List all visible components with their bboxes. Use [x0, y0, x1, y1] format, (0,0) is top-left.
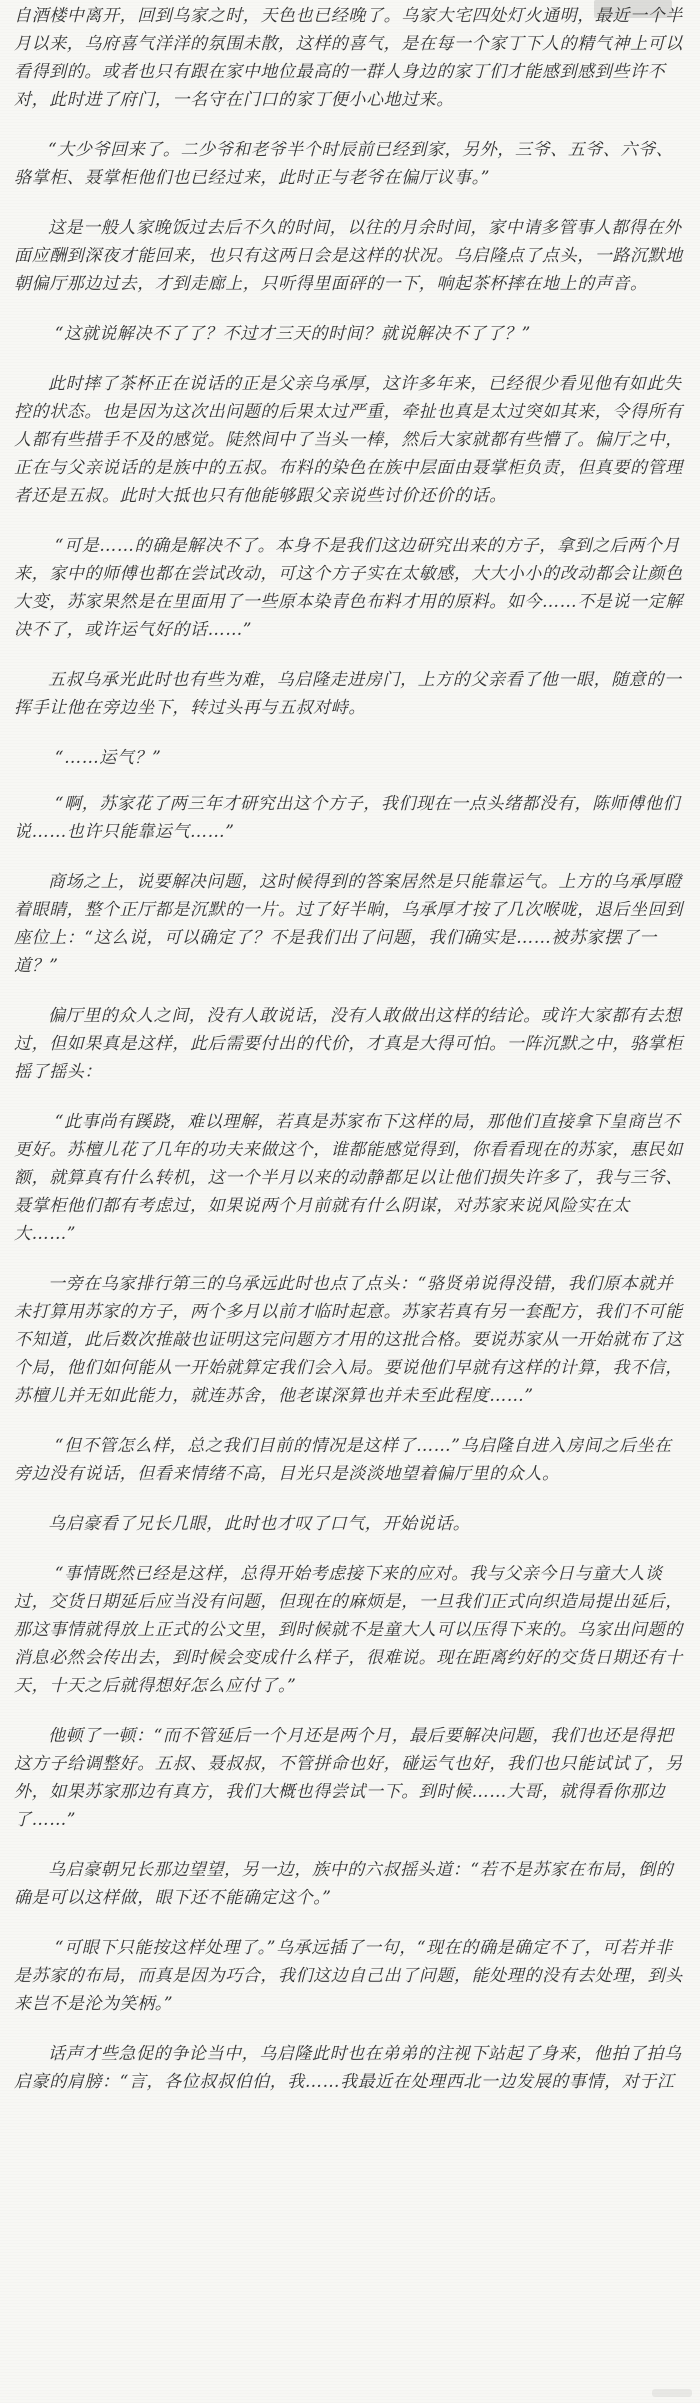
scan-mark: [652, 2389, 692, 2397]
paragraph: “……运气？”: [54, 748, 162, 768]
paragraph: 此时摔了茶杯正在说话的正是父亲乌承厚，这许多年来，已经很少看见他有如此失控的状态。也是因为这次出问题的后果太过严重，牵扯也真是太过突如其来，令得所有人都有些措手不及的感觉。陡然间中了当头一棒，然后大家就都有些懵了。偏厅之中，正在与父亲说话的是族中的五叔。布料的染色在族中层面由聂掌柜负责，但真要的管理者还是五叔。此时大抵也只有他能够跟父亲说些讨价还价的话。: [14, 374, 683, 506]
paragraph: 乌启豪朝兄长那边望望，另一边，族中的六叔摇头道：“若不是苏家在布局，倒的确是可以这样做，眼下还不能确定这个。”: [14, 1860, 674, 1908]
paragraph: “可眼下只能按这样处理了。”乌承远插了一句，“现在的确是确定不了，可若并非是苏家的布局，而真是因为巧合，我们这边自己出了问题，能处理的没有去处理，到头来岂不是沦为笑柄。”: [14, 1938, 683, 2014]
paragraph: 商场之上，说要解决问题，这时候得到的答案居然是只能靠运气。上方的乌承厚瞪着眼睛，整个正厅都是沉默的一片。过了好半晌，乌承厚才按了几次喉咙，退后坐回到座位上：“这么说，可以确定了？不是我们出了问题，我们确实是……被苏家摆了一道？”: [14, 872, 683, 976]
paragraph: 他顿了一顿：“而不管延后一个月还是两个月，最后要解决问题，我们也还是得把这方子给调整好。五叔、聂叔叔，不管拼命也好，碰运气也好，我们也只能试试了，另外，如果苏家那边有真方，我们大概也得尝试一下。到时候……大哥，就得看你那边了……”: [14, 1726, 683, 1830]
paragraph: “啊，苏家花了两三年才研究出这个方子，我们现在一点头绪都没有，陈师傅他们说……也许只能靠运气……”: [14, 794, 681, 842]
paragraph: 乌启豪看了兄长几眼，此时也才叹了口气，开始说话。: [48, 1514, 471, 1534]
paragraph: “大少爷回来了。二少爷和老爷半个时辰前已经到家，另外，三爷、五爷、六爷、骆掌柜、聂掌柜他们也已经过来，此时正与老爷在偏厅议事。”: [14, 140, 674, 188]
paragraph: “但不管怎么样，总之我们目前的情况是这样了……”乌启隆自进入房间之后坐在旁边没有说话，但看来情绪不高，目光只是淡淡地望着偏厅里的众人。: [14, 1436, 672, 1484]
paragraph: 五叔乌承光此时也有些为难，乌启隆走进房门，上方的父亲看了他一眼，随意的一挥手让他在旁边坐下，转过头再与五叔对峙。: [14, 670, 682, 718]
paragraph: “这就说解决不了了？不过才三天的时间？就说解决不了了？”: [54, 324, 531, 344]
paragraph: 一旁在乌家排行第三的乌承远此时也点了点头：“骆贤弟说得没错，我们原本就并未打算用苏家的方子，两个多月以前才临时起意。苏家若真有另一套配方，我们不可能不知道，此后数次推敲也证明这完问题方才用的这批合格。要说苏家从一开始就布了这个局，他们如何能从一开始就算定我们会入局。要说他们早就有这样的计算，我不信，苏檀儿并无如此能力，就连苏舍，他老谋深算也并未至此程度……”: [14, 1274, 683, 1406]
paragraph: 话声才些急促的争论当中，乌启隆此时也在弟弟的注视下站起了身来，他拍了拍乌启豪的肩膀：“言，各位叔叔伯伯，我……我最近在处理西北一边发展的事情，对于江: [14, 2044, 682, 2092]
paragraph: 这是一般人家晚饭过去后不久的时间，以往的月余时间，家中请多管事人都得在外面应酬到深夜才能回来，也只有这两日会是这样的状况。乌启隆点了点头，一路沉默地朝偏厅那边过去，才到走廊上，只听得里面砰的一下，响起茶杯摔在地上的声音。: [14, 218, 683, 294]
article-body: [14, 2, 686, 2118]
paragraph: “事情既然已经是这样，总得开始考虑接下来的应对。我与父亲今日与童大人谈过，交货日期延后应当没有问题，但现在的麻烦是，一旦我们正式向织造局提出延后，那这事情就得放上正式的公文里，到时候就不是童大人可以压得下来的。乌家出问题的消息必然会传出去，到时候会变成什么样子，很难说。现在距离约好的交货日期还有十天，十天之后就得想好怎么应付了。”: [14, 1564, 683, 1696]
paragraph: 自酒楼中离开，回到乌家之时，天色也已经晚了。乌家大宅四处灯火通明，最近一个半月以来，乌府喜气洋洋的氛围未散，这样的喜气，是在每一个家丁下人的精气神上可以看得到的。或者也只有跟在家中地位最高的一群人身边的家丁们才能感到感到些许不对，此时进了府门，一名守在门口的家丁便小心地过来。: [14, 6, 683, 110]
paragraph: “此事尚有蹊跷，难以理解，若真是苏家布下这样的局，那他们直接拿下皇商岂不更好。苏檀儿花了几年的功夫来做这个，谁都能感觉得到，你看看现在的苏家，惠民如额，就算真有什么转机，这一个半月以来的动静都足以让他们损失许多了，我与三爷、聂掌柜他们都有考虑过，如果说两个月前就有什么阴谋，对苏家来说风险实在太大……”: [14, 1112, 683, 1244]
paragraph: “可是……的确是解决不了。本身不是我们这边研究出来的方子，拿到之后两个月来，家中的师傅也都在尝试改动，可这个方子实在太敏感，大大小小的改动都会让颜色大变，苏家果然是在里面用了一些原本染青色布料才用的原料。如今……不是说一定解决不了，或许运气好的话……”: [14, 536, 683, 640]
paragraph: 偏厅里的众人之间，没有人敢说话，没有人敢做出这样的结论。或许大家都有去想过，但如果真是这样，此后需要付出的代价，才真是大得可怕。一阵沉默之中，骆掌柜摇了摇头：: [14, 1006, 683, 1082]
